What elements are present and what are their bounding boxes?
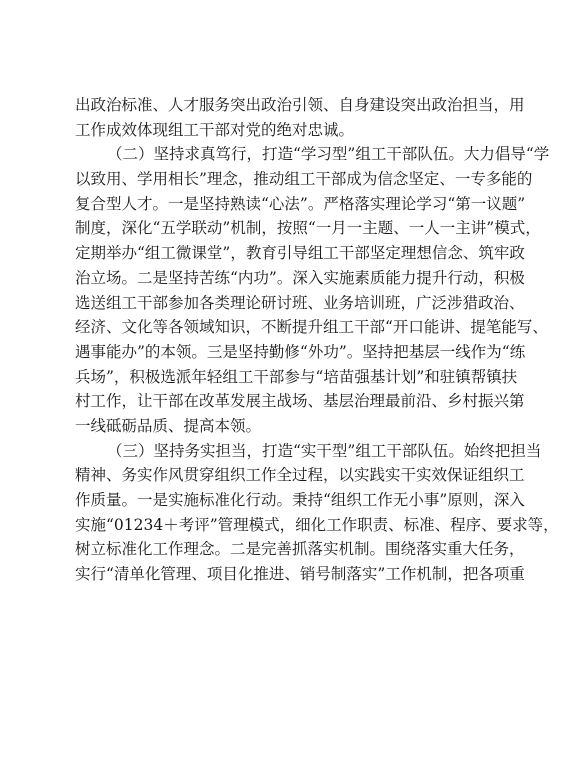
text-line: 选送组工干部参加各类理论研讨班、业务培训班，广泛涉猎政治、 (75, 293, 525, 312)
text-line: 实行“清单化管理、项目化推进、销号制落实”工作机制，把各项重 (75, 565, 525, 584)
text-line: 工作成效体现组工干部对党的绝对忠诚。 (75, 120, 355, 139)
text-line: 作质量。一是实施标准化行动。秉持“组织工作无小事”原则，深入 (75, 491, 525, 509)
text-line: 树立标准化工作理念。二是完善抓落实机制。围绕落实重大任务， (75, 540, 525, 559)
text-line: 定期举办“组工微课堂”，教育引导组工干部坚定理想信念、筑牢政 (75, 244, 525, 263)
text-line: 复合型人才。一是坚持熟读“心法”。严格落实理论学习“第一议题” (75, 194, 526, 213)
text-line: （二）坚持求真笃行，打造“学习型”组工干部队伍。大力倡导“学 (107, 145, 550, 164)
text-line: 制度，深化“五学联动”机制，按照“一月一主题、一人一主讲”模式， (75, 219, 541, 238)
document-body (75, 93, 559, 587)
text-line: 村工作，让干部在改革发展主战场、基层治理最前沿、乡村振兴第 (75, 392, 525, 411)
text-line: 实施“01234＋考评”管理模式，细化工作职责、标准、程序、要求等， (75, 515, 559, 534)
text-line: 精神、务实作风贯穿组织工作全过程，以实践实干实效保证组织工 (75, 466, 525, 485)
text-line: （三）坚持务实担当，打造“实干型”组工干部队伍。始终把担当 (107, 441, 542, 460)
text-line: 一线砥砺品质、提高本领。 (75, 416, 262, 435)
text-line: 出政治标准、人才服务突出政治引领、自身建设突出政治担当，用 (75, 96, 525, 114)
text-line: 兵场”，积极选派年轻组工干部参与“培苗强基计划”和驻镇帮镇扶 (75, 367, 518, 386)
text-line: 治立场。二是坚持苦练“内功”。深入实施素质能力提升行动，积极 (75, 268, 525, 287)
text-line: 以致用、学用相长”理念，推动组工干部成为信念坚定、一专多能的 (75, 170, 533, 189)
text-line: 经济、文化等各领域知识，不断提升组工干部“开口能讲、提笔能写、 (75, 318, 548, 337)
text-line: 遇事能办”的本领。三是坚持勤修“外功”。坚持把基层一线作为“练 (75, 342, 526, 361)
